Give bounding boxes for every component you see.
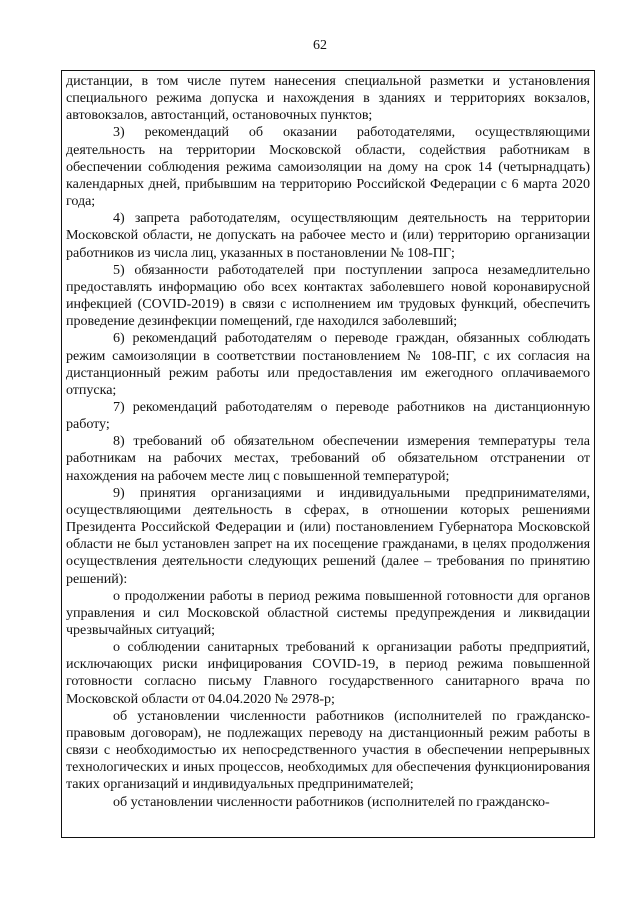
paragraph-item-9: 9) принятия организациями и индивидуальными предпринимателями, осуществляющими деятельность в сферах, в отношении которых решениями Президента Российской Федерации и (или) постановлением Губернатора Московской области не был установлен запрет на их посещение гражданами, в целях продолжения осуществления деятельности следующих решений (далее – требования по принятию решений): [66,484,590,587]
paragraph-item-7: 7) рекомендаций работодателям о переводе работников на дистанционную работу; [66,398,590,433]
paragraph-item-3: 3) рекомендаций об оказании работодателями, осуществляющими деятельность на территории Московской области, содействия работникам в обеспечении соблюдения режима самоизоляции на дому на срок 14 (четырнадцать) календарных дней, прибывшим на территорию Российской Федерации с 6 марта 2020 года; [66,124,590,210]
paragraph-item-5: 5) обязанности работодателей при поступлении запроса незамедлительно предоставлять информацию обо всех контактах заболевшего новой коронавирусной инфекцией (COVID-2019) в связи с исполнением им трудовых функций, обеспечить проведение дезинфекции помещений, где находился заболевший; [66,261,590,330]
paragraph-item-8: 8) требований об обязательном обеспечении измерения температуры тела работникам на рабочих местах, требований об обязательном отстранении от нахождения на рабочем месте лиц с повышенной температурой; [66,433,590,484]
paragraph-item-6: 6) рекомендаций работодателям о переводе граждан, обязанных соблюдать режим самоизоляции в соответствии постановлением № 108-ПГ, с их согласия на дистанционный режим работы или предоставления им ежегодного оплачиваемого отпуска; [66,330,590,398]
document-text-frame [61,70,595,838]
paragraph-decision-work-continuation: о продолжении работы в период режима повышенной готовности для органов управления и сил Московской областной системы предупреждения и ликвидации чрезвычайных ситуаций; [66,587,590,638]
paragraph-item-4: 4) запрета работодателям, осуществляющим деятельность на территории Московской области, не допускать на рабочее место и (или) территорию организации работников из числа лиц, указанных в постановлении № 108-ПГ; [66,210,590,261]
paragraph-decision-staff-count: об установлении численности работников (исполнителей по гражданско-правовым договорам), не подлежащих переводу на дистанционный режим работы в связи с необходимостью их непосредственного участия в обеспечении непрерывных технологических и иных процессов, необходимых для обеспечения функционирования таких организаций и индивидуальных предпринимателей; [66,707,590,793]
paragraph-continuation: дистанции, в том числе путем нанесения специальной разметки и установления специального режима допуска и нахождения в зданиях и территориях вокзалов, автовокзалов, автостанций, остановочных пунктов; [66,73,590,124]
paragraph-decision-sanitary: о соблюдении санитарных требований к организации работы предприятий, исключающих риски инфицирования COVID-19, в период режима повышенной готовности согласно письму Главного государственного санитарного врача по Московской области от 04.04.2020 № 2978-р; [66,639,590,707]
page-number: 62 [313,38,327,53]
paragraph-decision-staff-count-continued: об установлении численности работников (исполнителей по гражданско- [113,793,550,810]
